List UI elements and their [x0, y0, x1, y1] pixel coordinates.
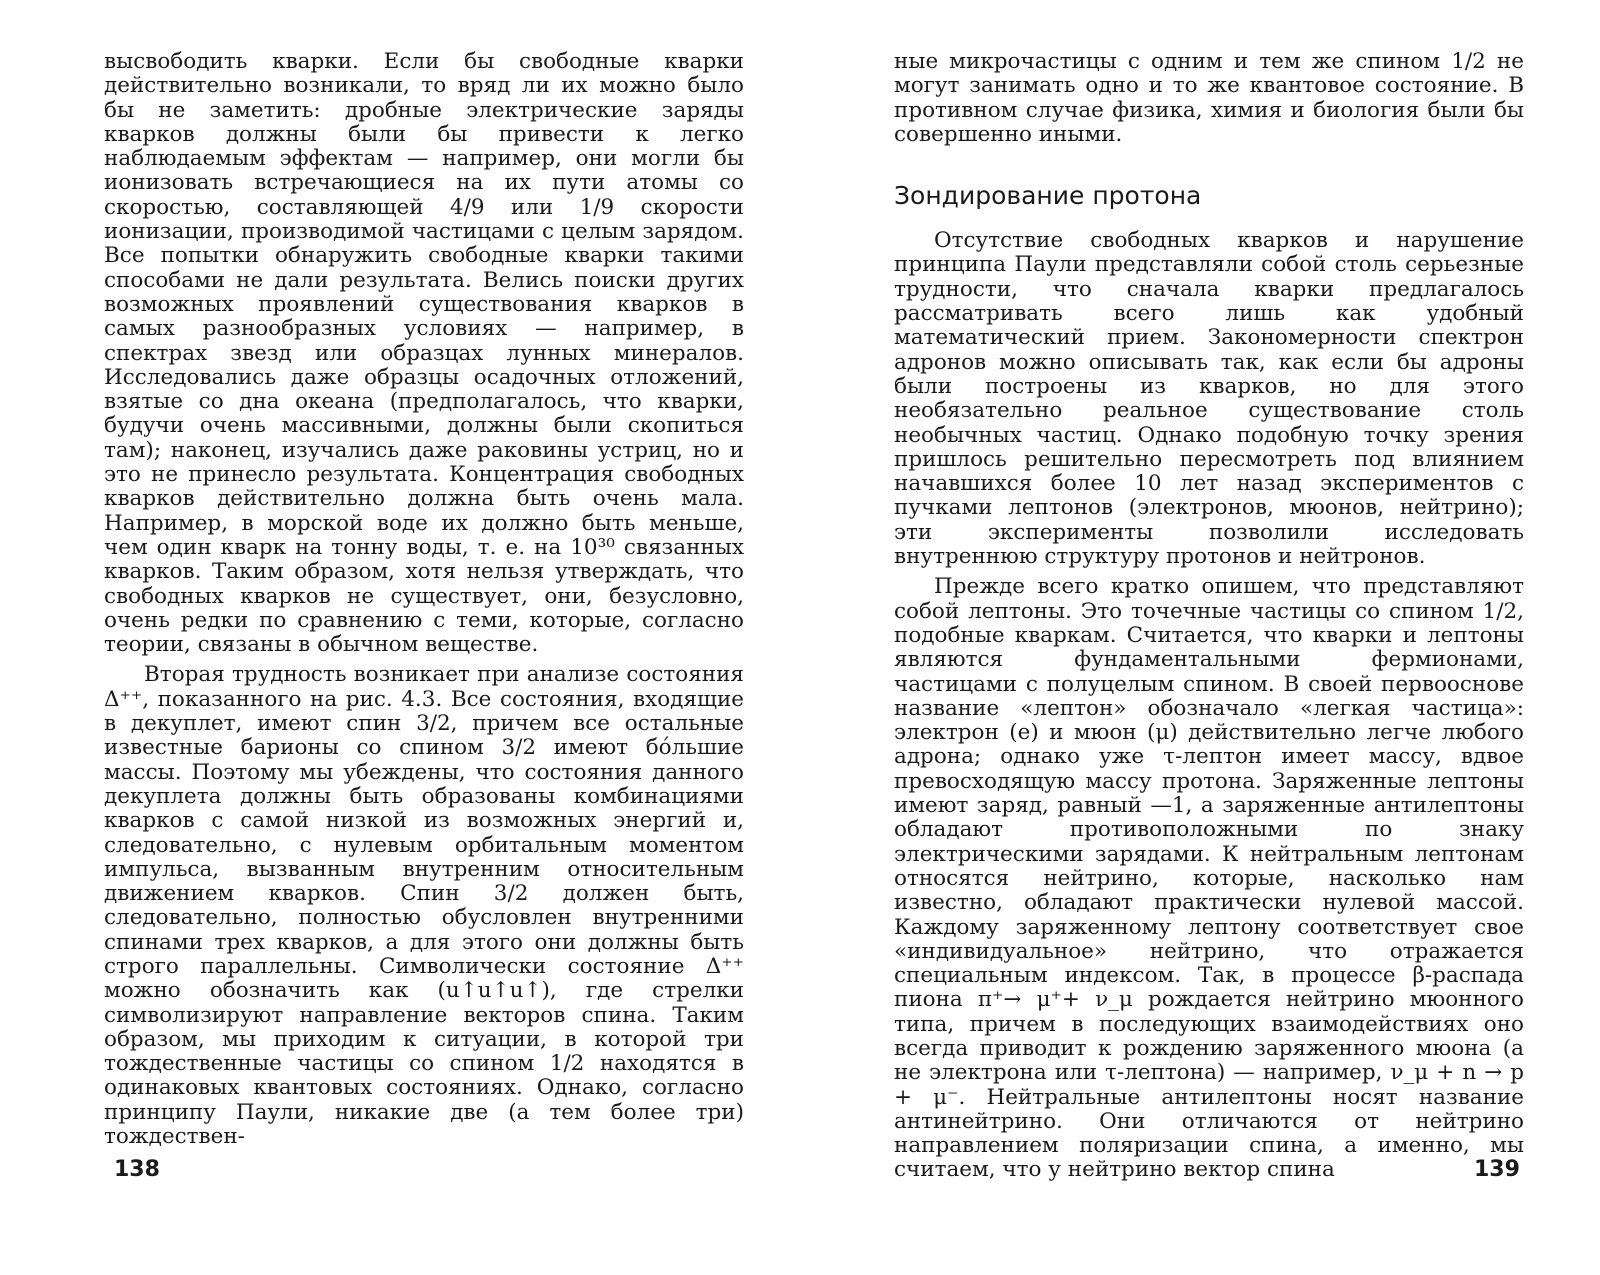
right-page — [800, 0, 1600, 1275]
right-paragraph-1: Отсутствие свободных кварков и нарушение принципа Паули представляли собой столь серьезные трудности, что сначала кварки предлагалось рассматривать всего лишь как удобный математический прием. Закономерности спектрон адронов можно описывать так, как если бы адроны были построены из кварков, но для этого необязательно реальное существование столь необычных частиц. Однако подобную точку зрения пришлось решительно пересмотреть под влиянием начавшихся более 10 лет назад экспериментов с пучками лептонов (электронов, мюонов, нейтрино); эти эксперименты позволили исследовать внутреннюю структуру протонов и нейтронов. — [894, 228, 1524, 570]
left-paragraph-1: высвободить кварки. Если бы свободные кварки действительно возникали, то вряд ли их можно было бы не заметить: дробные электрические заряды кварков должны были бы привести к легко наблюдаемым эффектам — например, они могли бы ионизовать встречающиеся на их пути атомы со скоростью, составляющей 4/9 или 1/9 скорости ионизации, производимой частицами с целым зарядом. Все попытки обнаружить свободные кварки такими способами не дали результата. Велись поиски других возможных проявлений существования кварков в самых разнообразных условиях — например, в спектрах звезд или образцах лунных минералов. Исследовались даже образцы осадочных отложений, взятые со дна океана (предполагалось, что кварки, будучи очень массивными, должны были скопиться там); наконец, изучались даже раковины устриц, но и это не принесло результата. Концентрация свободных кварков действительно должна быть очень мала. Например, в морской воде их должно быть меньше, чем один кварк на тонну воды, т. е. на 10³⁰ связанных кварков. Таким образом, хотя нельзя утверждать, что свободных кварков не существует, они, безусловно, очень редки по сравнению с теми, которые, согласно теории, связаны в обычном веществе. — [104, 49, 744, 658]
page-number-left: 138 — [114, 1157, 160, 1182]
right-page-text-column — [894, 50, 1524, 1183]
section-heading: Зондирование протона — [894, 181, 1202, 211]
right-paragraph-2: Прежде всего кратко опишем, что представляют собой лептоны. Это точечные частицы со спином 1/2, подобные кваркам. Считается, что кварки и лептоны являются фундаментальными фермионами, частицами с полуцелым спином. В своей первооснове название «лептон» обозначало «легкая частица»: электрон (e) и мюон (μ) действительно легче любого адрона; однако уже τ-лептон имеет массу, вдвое превосходящую массу протона. Заряженные лептоны имеют заряд, равный —1, а заряженные антилептоны обладают противоположными по знаку электрическими зарядами. К нейтральным лептонам относятся нейтрино, которые, насколько нам известно, обладают практически нулевой массой. Каждому заряженному лептону соответствует свое «индивидуальное» нейтрино, что отражается специальным индексом. Так, в процессе β-распада пиона π⁺→ μ⁺+ ν_μ рождается нейтрино мюонного типа, причем в последующих взаимодействиях оно всегда приводит к рождению заряженного мюона (а не электрона или τ-лептона) — например, ν_μ + n → p + μ⁻. Нейтральные антилептоны носят название антинейтрино. Они отличаются от нейтрино направлением поляризации спина, а именно, мы считаем, что у нейтрино вектор спина — [894, 574, 1524, 1183]
left-page — [0, 0, 790, 1275]
page-number-right: 139 — [1474, 1157, 1520, 1182]
right-intro-paragraph: ные микрочастицы с одним и тем же спином 1/2 не могут занимать одно и то же квантовое состояние. В противном случае физика, химия и биология были бы совершенно иными. — [894, 49, 1524, 147]
left-paragraph-2: Вторая трудность возникает при анализе состояния Δ⁺⁺, показанного на рис. 4.3. Все состояния, входящие в декуплет, имеют спин 3/2, причем все остальные известные барионы со спином 3/2 имеют бо́льшие массы. Поэтому мы убеждены, что состояния данного декуплета должны быть образованы комбинациями кварков с самой низкой из возможных энергий и, следовательно, с нулевым орбитальным моментом импульса, вызванным внутренним относительным движением кварков. Спин 3/2 должен быть, следовательно, полностью обусловлен внутренними спинами трех кварков, а для этого они должны быть строго параллельны. Символически состояние Δ⁺⁺ можно обозначить как (u↑u↑u↑), где стрелки символизируют направление векторов спина. Таким образом, мы приходим к ситуации, в которой три тождественные частицы со спином 1/2 находятся в одинаковых квантовых состояниях. Однако, согласно принципу Паули, никакие две (а тем более три) тождествен- — [104, 662, 744, 1150]
left-page-text-column — [104, 50, 744, 1149]
